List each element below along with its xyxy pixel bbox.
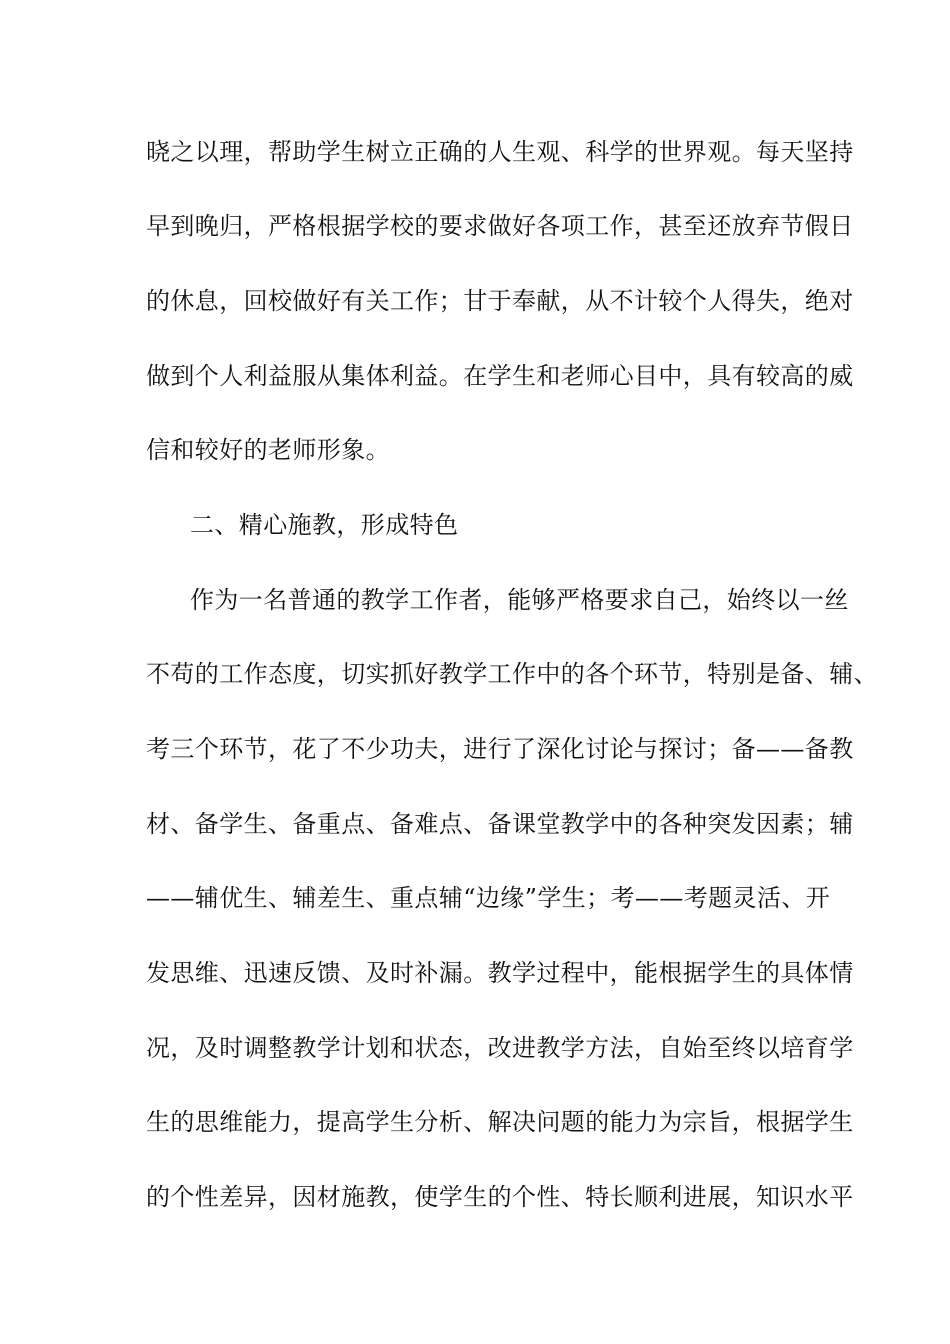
paragraph-line: 况，及时调整教学计划和状态，改进教学方法，自始至终以培育学 (146, 1034, 854, 1062)
paragraph-line: 早到晚归，严格根据学校的要求做好各项工作，甚至还放弃节假日 (146, 212, 854, 240)
paragraph-line: 信和较好的老师形象。 (146, 436, 390, 464)
paragraph-line: 材、备学生、备重点、备难点、备课堂教学中的各种突发因素；辅 (146, 810, 854, 838)
paragraph-line: 晓之以理，帮助学生树立正确的人生观、科学的世界观。每天坚持 (146, 138, 854, 166)
section-heading: 二、精心施教，形成特色 (190, 511, 459, 539)
paragraph-line: 做到个人利益服从集体利益。在学生和老师心目中，具有较高的威 (146, 362, 854, 390)
paragraph-line: 发思维、迅速反馈、及时补漏。教学过程中，能根据学生的具体情 (146, 959, 854, 987)
paragraph-line: 考三个环节，花了不少功夫，进行了深化讨论与探讨；备——备教 (146, 735, 854, 763)
paragraph-line: ——辅优生、辅差生、重点辅“边缘”学生；考——考题灵活、开 (146, 884, 831, 912)
paragraph-line: 作为一名普通的教学工作者，能够严格要求自己，始终以一丝 (190, 586, 849, 614)
paragraph-line: 不苟的工作态度，切实抓好教学工作中的各个环节，特别是备、辅、 (146, 660, 878, 688)
paragraph-line: 的休息，回校做好有关工作；甘于奉献，从不计较个人得失，绝对 (146, 287, 854, 315)
paragraph-line: 的个性差异，因材施教，使学生的个性、特长顺利进展，知识水平 (146, 1183, 854, 1211)
paragraph-line: 生的思维能力，提高学生分析、解决问题的能力为宗旨，根据学生 (146, 1108, 854, 1136)
